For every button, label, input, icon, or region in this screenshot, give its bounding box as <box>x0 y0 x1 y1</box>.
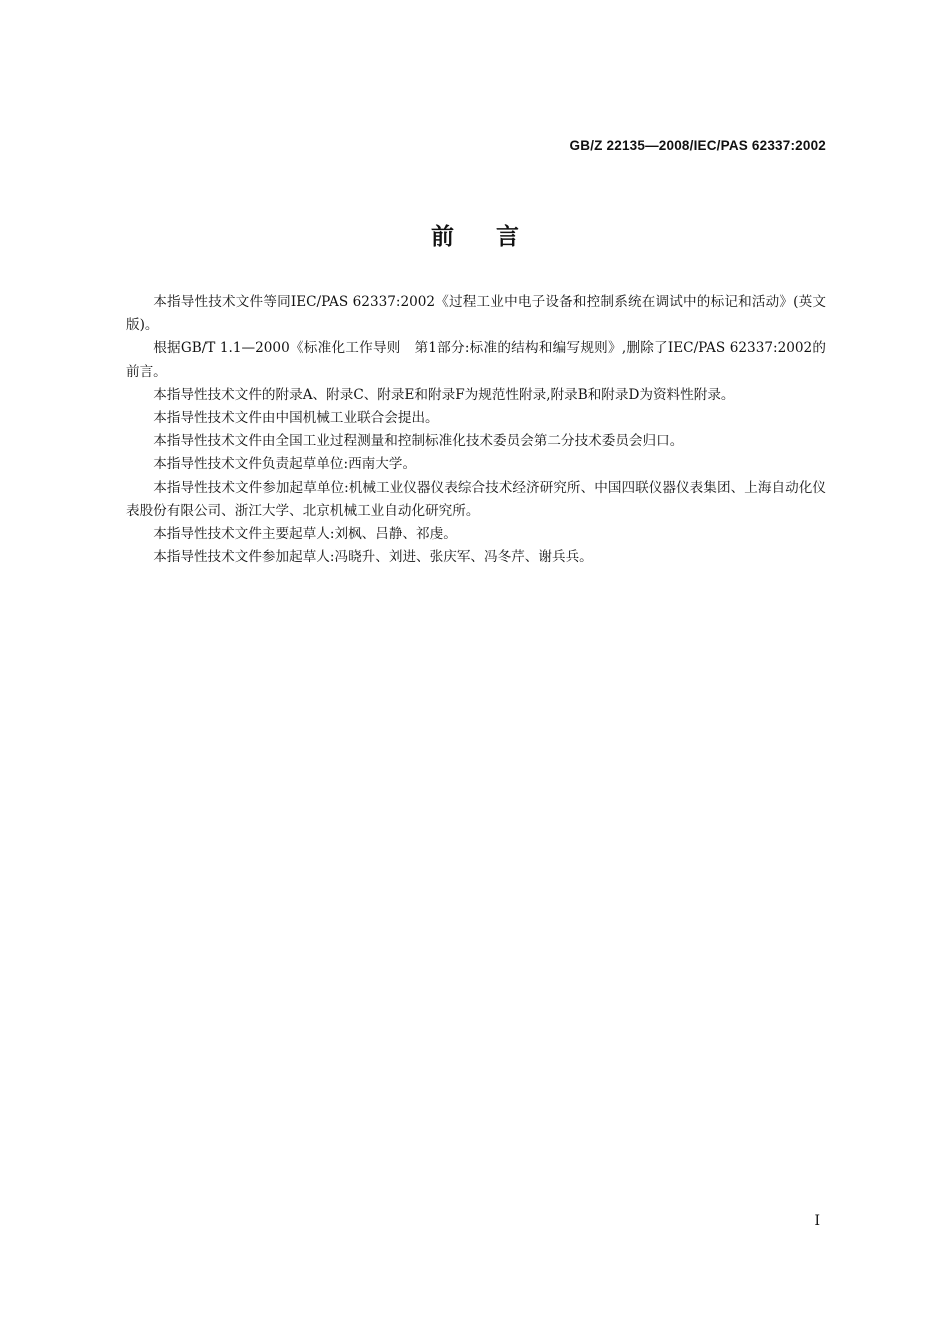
standard-code-header: GB/Z 22135—2008/IEC/PAS 62337:2002 <box>569 138 826 153</box>
foreword-body <box>126 291 826 569</box>
page-title: 前言 <box>431 224 561 250</box>
paragraph-participating-units: 本指导性技术文件参加起草单位:机械工业仪器仪表综合技术经济研究所、中国四联仪器仪表集团、上海自动化仪表股份有限公司、浙江大学、北京机械工业自动化研究所。 <box>126 479 826 519</box>
paragraph-main-drafters: 本指导性技术文件主要起草人:刘枫、吕静、祁虔。 <box>153 526 457 543</box>
paragraph-annexes: 本指导性技术文件的附录A、附录C、附录E和附录F为规范性附录,附录B和附录D为资料性附录。 <box>153 386 735 403</box>
paragraph-lead-drafter: 本指导性技术文件负责起草单位:西南大学。 <box>153 456 417 473</box>
paragraph-drafting-rules: 根据GB/T 1.1—2000《标准化工作导则 第1部分:标准的结构和编写规则》,删除了IEC/PAS 62337:2002的前言。 <box>126 340 826 380</box>
page-number: I <box>814 1213 820 1229</box>
paragraph-administrator: 本指导性技术文件由全国工业过程测量和控制标准化技术委员会第二分技术委员会归口。 <box>153 433 684 450</box>
paragraph-proposer: 本指导性技术文件由中国机械工业联合会提出。 <box>153 410 439 427</box>
paragraph-participating-drafters: 本指导性技术文件参加起草人:冯晓升、刘进、张庆军、冯冬芹、谢兵兵。 <box>153 549 593 566</box>
paragraph-equivalence: 本指导性技术文件等同IEC/PAS 62337:2002《过程工业中电子设备和控制系统在调试中的标记和活动》(英文版)。 <box>126 294 826 334</box>
